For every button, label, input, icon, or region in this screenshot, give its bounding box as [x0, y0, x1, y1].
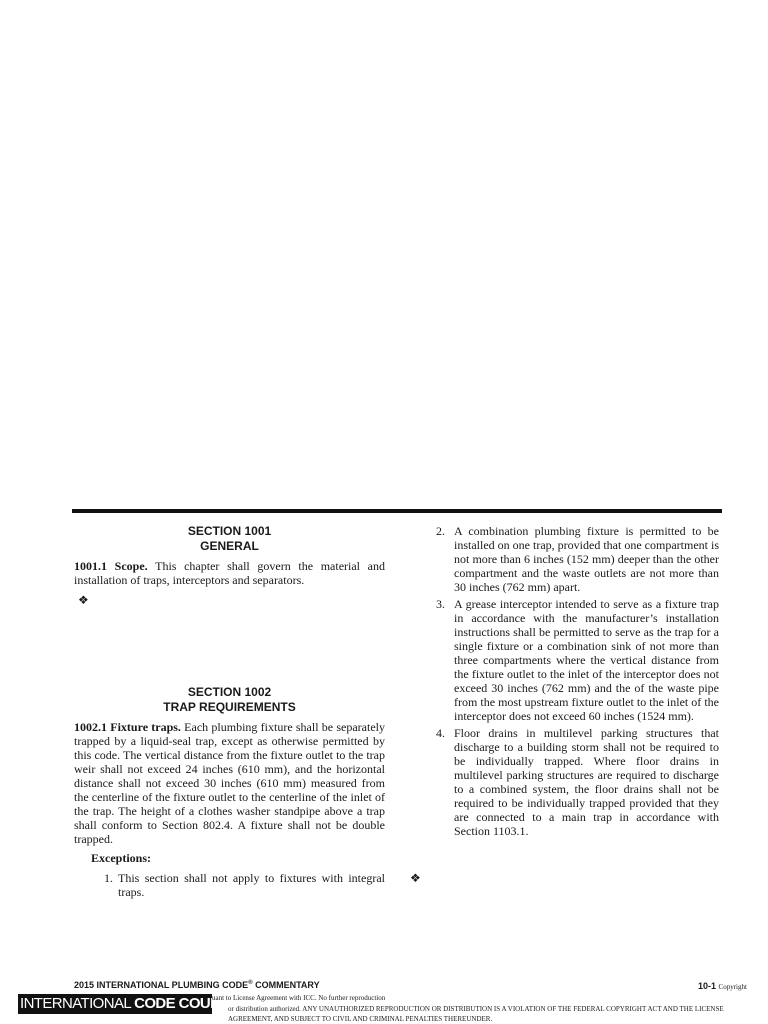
paragraph-1002-1-text: Each plumbing fixture shall be separately trapped by a liquid-seal trap, except as otherwise permitted by this code. The vertical distance from the fixture outlet to the trap weir shall not exceed 24 inches (610 mm), and the horizontal distance shall not exceed 30 inches (610 mm) measured from the centerline of the fixture outlet to the centerline of the inlet of the trap. The height of a clothes washer standpipe above a trap shall conform to Section 802.4. A fixture shall not be double trapped.: [74, 720, 386, 846]
section-1002-title: TRAP REQUIREMENTS: [163, 700, 296, 714]
change-marker-diamond: ❖: [78, 593, 89, 607]
exception-item: [436, 597, 719, 723]
change-marker-diamond: ❖: [410, 871, 421, 885]
section-divider-rule: [72, 509, 722, 513]
exception-number: 2.: [436, 524, 445, 538]
section-1002-heading: [74, 685, 385, 715]
exception-item: [436, 524, 719, 594]
copyright-label: Copyright: [718, 983, 747, 991]
right-column: [436, 524, 719, 841]
section-1001-heading: [74, 524, 385, 554]
left-column: [74, 524, 385, 899]
exception-item: [436, 726, 719, 838]
paragraph-1001-1: [74, 559, 385, 587]
paragraph-1001-1-label: 1001.1 Scope.: [74, 559, 148, 573]
license-notice-line2: or distribution authorized. ANY UNAUTHORIZED REPRODUCTION OR DISTRIBUTION IS A VIOLATION OF THE FEDERAL COPYRIGHT ACT AND THE LICENSE AGREEMENT, AND SUBJECT TO CIVIL AND CRIMINAL PENALTIES THEREUNDER.: [228, 1005, 724, 1023]
section-1001-number: SECTION 1001: [187, 524, 272, 538]
section-1001-title: GENERAL: [200, 539, 259, 553]
footer-title-pre: 2015 INTERNATIONAL PLUMBING CODE: [74, 980, 249, 990]
exception-text: A combination plumbing fixture is permitted to be installed on one trap, provided that one compartment is not more than 6 inches (152 mm) deeper than the other compartment and the waste outlets are not more than 30 inches (762 mm) apart.: [454, 524, 719, 594]
registered-mark: ®: [248, 980, 253, 986]
paragraph-1002-1: [74, 720, 385, 846]
exceptions-heading: Exceptions:: [91, 851, 151, 865]
exception-number: 1.: [104, 871, 113, 885]
logo-text-bold: CODE COUNCIL: [134, 995, 243, 1012]
footer-page-info: [698, 981, 747, 991]
logo-text-light: INTERNATIONAL: [20, 995, 135, 1012]
footer-title-post: COMMENTARY: [252, 980, 320, 990]
section-1002-number: SECTION 1002: [187, 685, 272, 699]
paragraph-1001-1-text: This chapter shall govern the material and installation of traps, interceptors and separators.: [74, 559, 386, 587]
exception-item: [74, 871, 385, 899]
page-number: 10-1: [698, 981, 717, 991]
license-notice-line1: uant to License Agreement with ICC. No further reproduction: [212, 994, 386, 1002]
icc-logo: [18, 994, 243, 1014]
exception-number: 3.: [436, 597, 445, 611]
exception-text: Floor drains in multilevel parking structures that discharge to a building storm shall not be required to be individually trapped. Where floor drains in multilevel parking structures are required to discharge to a combined system, the floor drains shall not be required to be individually trapped provided that they are connected to a main trap in accordance with Section 1103.1.: [454, 726, 719, 838]
exception-text: A grease interceptor intended to serve as a fixture trap in accordance with the manufacturer’s installation instructions shall be permitted to serve as the trap for a single fixture or a combination sink of not more than three compartments where the vertical distance from the fixture outlet to the inlet of the interceptor does not exceed 30 inches (762 mm) and the of the waste pipe from the most upstream fixture outlet to the inlet of the interceptor does not exceed 60 inches (1524 mm).: [454, 597, 719, 723]
footer-book-title: [74, 980, 320, 990]
exception-text: This section shall not apply to fixtures with integral traps.: [118, 871, 385, 899]
paragraph-1002-1-label: 1002.1 Fixture traps.: [74, 720, 181, 734]
exception-number: 4.: [436, 726, 445, 740]
